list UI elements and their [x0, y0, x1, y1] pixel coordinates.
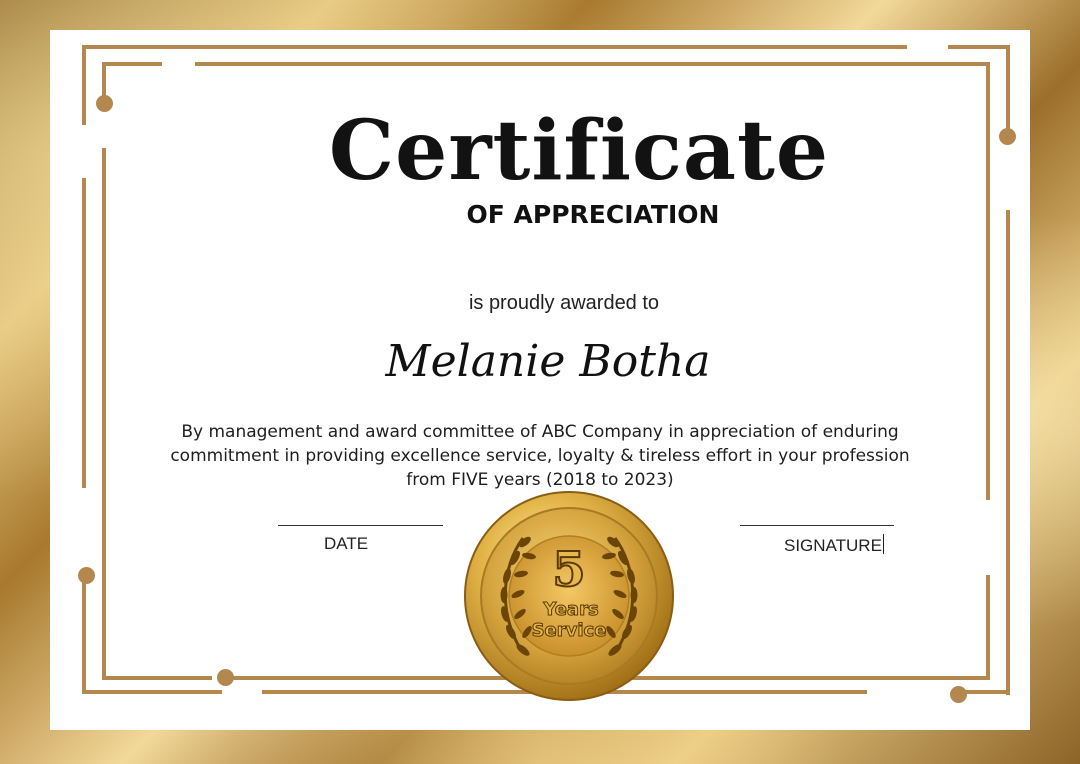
- body-line: commitment in providing excellence service, loyalty & tireless effort in your profession: [170, 446, 910, 466]
- border-line: [102, 676, 212, 680]
- date-label: DATE: [324, 534, 369, 553]
- border-line: [82, 45, 907, 49]
- border-line: [960, 690, 1010, 694]
- border-line: [82, 690, 222, 694]
- body-line: By management and award committee of ABC Company in appreciation of enduring: [181, 422, 899, 442]
- border-line: [986, 575, 990, 680]
- medal-line-2: Service: [531, 620, 607, 641]
- body-line: from FIVE years (2018 to 2023): [406, 470, 674, 490]
- signature-label: SIGNATURE: [784, 536, 882, 555]
- medal-line-1: Years: [543, 599, 599, 620]
- signature-line: [740, 525, 894, 526]
- date-line: [278, 525, 443, 526]
- border-dot: [78, 567, 95, 584]
- certificate-subtitle: OF APPRECIATION: [466, 200, 720, 229]
- border-dot: [217, 669, 234, 686]
- text-cursor: [883, 534, 884, 554]
- border-line: [1006, 210, 1010, 695]
- border-dot: [950, 686, 967, 703]
- border-line: [82, 580, 86, 692]
- recipient-name: Melanie Botha: [385, 336, 711, 387]
- border-line: [948, 45, 1010, 49]
- signature-field[interactable]: [784, 534, 884, 556]
- certificate-title: Certificate: [328, 103, 830, 199]
- border-line: [102, 62, 162, 66]
- awarded-text: is proudly awarded to: [468, 292, 660, 314]
- medal-number: 5: [552, 542, 586, 598]
- certificate-body: [100, 420, 980, 492]
- years-service-medal-icon: [463, 490, 675, 702]
- border-line: [195, 62, 988, 66]
